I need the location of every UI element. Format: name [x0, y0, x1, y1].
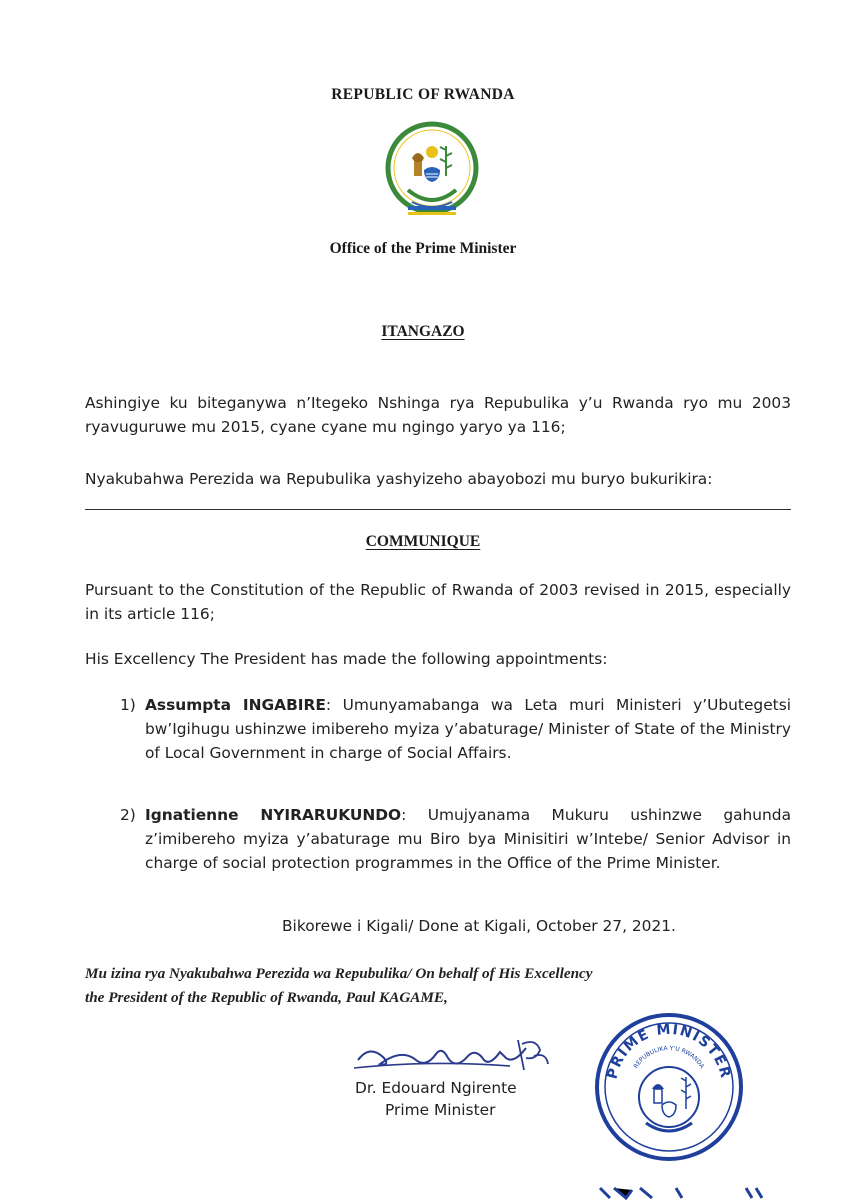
- signer-name: Dr. Edouard Ngirente: [355, 1079, 517, 1097]
- signature-icon: [350, 1030, 565, 1078]
- appointment-body: [145, 693, 791, 765]
- english-paragraph-2: His Excellency The President has made the following appointments:: [85, 650, 608, 668]
- appointment-body: [145, 803, 791, 875]
- appointee-name: Assumpta INGABIRE: [145, 696, 326, 714]
- signer-block: [355, 1077, 517, 1121]
- stamp-top-text: PRIME MINISTER: [604, 1021, 734, 1081]
- signer-title: Prime Minister: [385, 1101, 496, 1119]
- appointment-item: [120, 803, 791, 875]
- kinyarwanda-paragraph-2: Nyakubahwa Perezida wa Repubulika yashyizeho abayobozi mu buryo bukurikira:: [85, 470, 713, 488]
- appointment-description: : Umujyanama Mukuru ushinzwe gahunda z’imibereho myiza y’abaturage mu Biro bya Minisitiri w’Intebe/ Senior Advisor in charge of social protection programmes in the Office of the Prime Minister.: [145, 806, 791, 872]
- appointment-number: 2): [120, 806, 136, 824]
- date-line: Bikorewe i Kigali/ Done at Kigali, October 27, 2021.: [282, 917, 676, 935]
- kinyarwanda-paragraph-1: Ashingiye ku biteganywa n’Itegeko Nshinga rya Repubulika y’u Rwanda ryo mu 2003 ryavuguruwe mu 2015, cyane cyane mu ngingo yaryo ya 116;: [85, 394, 791, 436]
- appointment-description: : Umunyamabanga wa Leta muri Ministeri y’Ubutegetsi bw’Igihugu ushinzwe imibereho myiza y’abaturage/ Minister of State of the Ministry of Local Government in charge of Social Affairs.: [145, 696, 791, 762]
- official-stamp-icon: [588, 1005, 750, 1167]
- section-divider: [85, 509, 791, 510]
- stamp-sub-text: REPUBULIKA Y'U RWANDA: [632, 1044, 706, 1070]
- itangazo-title: ITANGAZO: [381, 323, 465, 340]
- appointee-name: Ignatienne NYIRARUKUNDO: [145, 806, 402, 824]
- appointment-number: 1): [120, 696, 136, 714]
- coat-of-arms-icon: [382, 118, 482, 228]
- appointment-item: [120, 693, 791, 765]
- cropped-stamp-marks: [596, 1186, 846, 1200]
- on-behalf-statement: [85, 962, 791, 1010]
- country-heading: REPUBLIC OF RWANDA: [331, 86, 515, 103]
- english-paragraph-1: Pursuant to the Constitution of the Republic of Rwanda of 2003 revised in 2015, especially in its article 116;: [85, 581, 791, 623]
- office-heading: Office of the Prime Minister: [329, 240, 517, 257]
- communique-title: COMMUNIQUE: [365, 533, 481, 550]
- on-behalf-line-1: Mu izina rya Nyakubahwa Perezida wa Repubulika/ On behalf of His Excellency: [85, 965, 593, 982]
- on-behalf-line-2: the President of the Republic of Rwanda, Paul KAGAME,: [85, 989, 448, 1006]
